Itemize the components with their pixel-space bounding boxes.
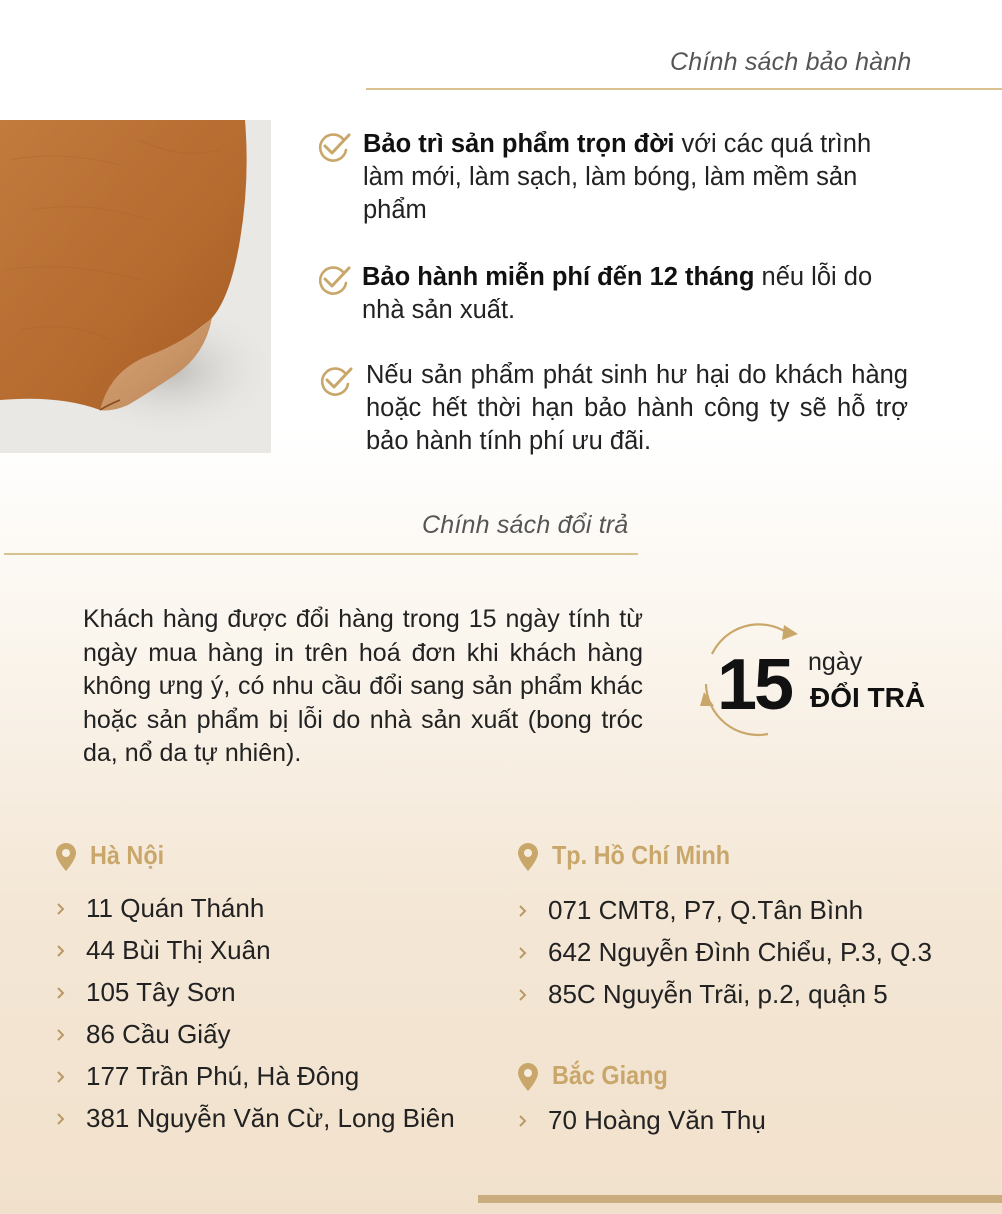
address-text: 642 Nguyễn Đình Chiểu, P.3, Q.3 bbox=[548, 937, 932, 967]
leather-swatch-illustration bbox=[0, 120, 271, 453]
returns-days-unit: ngày bbox=[808, 648, 863, 676]
returns-section-title: Chính sách đổi trả bbox=[422, 511, 629, 539]
location-pin-icon bbox=[56, 843, 76, 871]
address-item bbox=[56, 1055, 455, 1097]
warranty-item-text bbox=[362, 261, 910, 327]
check-circle-icon bbox=[318, 364, 354, 396]
check-circle-icon bbox=[316, 130, 352, 162]
chevron-right-icon bbox=[56, 1029, 65, 1041]
footer-accent-bar bbox=[478, 1195, 1002, 1203]
chevron-right-icon bbox=[518, 947, 527, 959]
chevron-right-icon bbox=[518, 989, 527, 1001]
address-text: 071 CMT8, P7, Q.Tân Bình bbox=[548, 895, 864, 925]
warranty-item-bold: Bảo hành miễn phí đến 12 tháng bbox=[362, 263, 755, 291]
returns-days-number: 15 bbox=[717, 645, 792, 725]
address-item bbox=[56, 1013, 455, 1055]
city-hanoi: Hà Nội bbox=[90, 840, 165, 870]
chevron-right-icon bbox=[56, 1071, 65, 1083]
address-text: 44 Bùi Thị Xuân bbox=[86, 935, 271, 965]
address-text: 85C Nguyễn Trãi, p.2, quận 5 bbox=[548, 979, 888, 1009]
city-bac-giang: Bắc Giang bbox=[552, 1060, 668, 1090]
leather-product-image bbox=[0, 120, 271, 453]
warranty-item-rest: với các quá trình làm mới, làm sạch, làm bóng, làm mềm sản phẩm bbox=[363, 130, 872, 224]
location-pin-icon bbox=[518, 843, 538, 871]
address-item bbox=[56, 971, 455, 1013]
chevron-right-icon bbox=[518, 1115, 527, 1127]
warranty-item-bold: Bảo trì sản phẩm trọn đời bbox=[363, 130, 675, 158]
warranty-item-text bbox=[363, 128, 911, 227]
address-item bbox=[56, 1097, 455, 1139]
warranty-section-title: Chính sách bảo hành bbox=[670, 48, 912, 76]
address-text: 381 Nguyễn Văn Cừ, Long Biên bbox=[86, 1103, 455, 1133]
city-ho-chi-minh: Tp. Hồ Chí Minh bbox=[552, 840, 731, 870]
address-item bbox=[56, 929, 455, 971]
address-item bbox=[518, 931, 932, 973]
chevron-right-icon bbox=[56, 903, 65, 915]
address-text: 86 Cầu Giấy bbox=[86, 1019, 231, 1049]
chevron-right-icon bbox=[56, 987, 65, 999]
address-text: 70 Hoàng Văn Thụ bbox=[548, 1105, 766, 1135]
warranty-title-underline bbox=[366, 88, 1002, 90]
warranty-item-paid-warranty bbox=[316, 359, 916, 459]
chevron-right-icon bbox=[518, 905, 527, 917]
address-text: 11 Quán Thánh bbox=[86, 893, 265, 923]
warranty-item-free-warranty bbox=[316, 261, 916, 331]
address-list-hcm bbox=[518, 889, 932, 1015]
address-text: 177 Trần Phú, Hà Đông bbox=[86, 1061, 360, 1091]
check-circle-icon bbox=[316, 263, 352, 295]
warranty-item-rest: Nếu sản phẩm phát sinh hư hại do khách hàng hoặc hết thời hạn bảo hành công ty sẽ hỗ trợ bảo hành tính phí ưu đãi. bbox=[366, 361, 908, 455]
location-pin-icon bbox=[518, 1063, 538, 1091]
address-item bbox=[518, 973, 932, 1015]
returns-description: Khách hàng được đổi hàng trong 15 ngày tính từ ngày mua hàng in trên hoá đơn khi khách hàng không ưng ý, có nhu cầu đổi sang sản phẩm khác hoặc sản phẩm bị lỗi do nhà sản xuất (bong tróc da, nổ da tự nhiên). bbox=[83, 605, 643, 767]
warranty-item-rest: nếu lỗi do nhà sản xuất. bbox=[362, 263, 873, 324]
address-item bbox=[56, 887, 455, 929]
warranty-item-text bbox=[366, 359, 908, 458]
address-item bbox=[518, 889, 932, 931]
chevron-right-icon bbox=[56, 1113, 65, 1125]
address-list-hanoi bbox=[56, 887, 455, 1139]
warranty-item-lifetime-maintenance bbox=[316, 128, 916, 228]
chevron-right-icon bbox=[56, 945, 65, 957]
address-text: 105 Tây Sơn bbox=[86, 977, 236, 1007]
returns-title-underline bbox=[4, 553, 638, 555]
address-list-bac-giang bbox=[518, 1099, 766, 1141]
address-item bbox=[518, 1099, 766, 1141]
returns-badge-label: ĐỔI TRẢ bbox=[810, 682, 926, 713]
